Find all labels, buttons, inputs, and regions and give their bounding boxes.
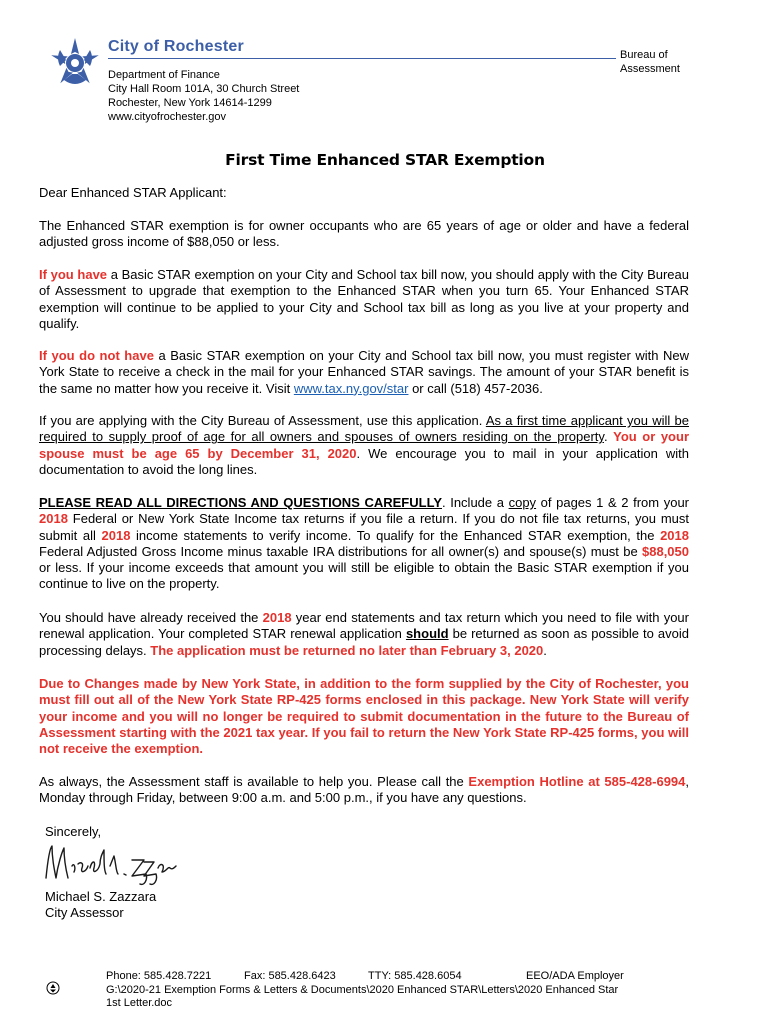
paragraph-text: a Basic STAR exemption on your City and School tax bill now, you should apply with the City Bureau of Assessment to upgrade that exemption to the Enhanced STAR when you turn 65. Your Enhanced STAR exemption will continue to be applied to your City and School tax bill as long as you live at your property and qualify. [39,267,689,331]
paragraph-text: If you are applying with the City Bureau of Assessment, use this application. [39,413,486,428]
paragraph-text: a Basic STAR exemption on your City and School tax bill now, you must register with New York State to receive a check in the mail for your Enhanced STAR savings. The amount of your STAR benefit is the same no matter how you receive it. Visit [39,348,690,396]
paragraph-text: income statements to verify income. To qualify for the Enhanced STAR exemption, the [130,527,661,543]
signer-name: Michael S. Zazzara [45,889,157,904]
paragraph-hotline [39,774,689,807]
signer-title: City Assessor [45,905,124,920]
paragraph-directions [39,495,689,593]
footer-contact-row [106,970,624,984]
paragraph-text: Federal Adjusted Gross Income minus taxable IRA distributions for all owner(s) and spouse(s) must be [39,543,642,559]
paragraph-text: As always, the Assessment staff is available to help you. Please call the [39,774,469,789]
emphasis-if-you-have: If you have [39,267,108,282]
paragraph-text: . [603,429,614,445]
footer-fax: Fax: 585.428.6423 [244,970,336,982]
year-highlight: 2018 [39,511,68,527]
paragraph-text: year end statements and tax return which you need to file with your renewal application. Your completed STAR renewal application [39,610,689,642]
paragraph-rp425-notice: Due to Changes made by New York State, in addition to the form supplied by the City of Rochester, you must fill out all of the New York State RP-425 forms enclosed in this package. New York State will verify your income and you will no longer be required to submit documentation in the future to the Bureau of Assessment starting with the 2021 tax year. If you fail to return the New York State RP-425 forms, you will not receive the exemption. [39,676,689,757]
age-deadline: You or your spouse must be age 65 by December 31, 2020 [39,429,690,461]
dept-line: Department of Finance [108,69,220,81]
footer-phone: Phone: 585.428.7221 [106,970,212,982]
dept-line: Rochester, New York 14614-1299 [108,97,272,109]
paragraph-if-you-have [39,267,689,332]
income-limit: $88,050 [642,543,689,559]
handwritten-signature [40,838,180,888]
paragraph-if-you-do-not-have [39,348,689,397]
bureau-line-1: Bureau of [620,49,668,61]
bureau-line-2: Assessment [620,63,680,75]
year-highlight: 2018 [101,527,131,543]
return-deadline: The application must be returned no later than February 3, 2020 [150,642,544,658]
footer-tty: TTY: 585.428.6054 [368,970,462,982]
department-address [108,68,299,124]
year-highlight: 2018 [660,527,689,543]
salutation: Dear Enhanced STAR Applicant: [39,185,227,200]
paragraph-applying [39,413,689,478]
copy-emphasis: copy [508,495,537,510]
paragraph-text: of pages 1 & 2 from your [536,495,689,510]
closing-sincerely: Sincerely, [45,824,102,839]
paragraph-text: . [543,642,547,658]
directions-heading: PLEASE READ ALL DIRECTIONS AND QUESTIONS CAREFULLY [39,495,442,510]
paragraph-text: or call (518) 457-2036. [408,380,543,396]
header-divider [108,58,616,59]
paragraph-text: You should have already received the [39,610,263,625]
exemption-hotline: Exemption Hotline at 585-428-6994 [468,774,686,789]
city-name: City of Rochester [108,38,244,55]
paragraph-text: , Monday through Friday, between 9:00 a.m. and 5:00 p.m., if you have any questions. [39,774,690,806]
footer [106,970,624,1011]
recycle-icon [46,981,60,995]
paragraph-text: or less. If your income exceeds that amount you will still be eligible to obtain the Basic STAR exemption if you continue to live on the property. [39,560,689,592]
tax-website-link[interactable]: www.tax.ny.gov/star [293,380,409,396]
paragraph-intro: The Enhanced STAR exemption is for owner occupants who are 65 years of age or older and have a federal adjusted gross income of $88,050 or less. [39,218,689,250]
city-logo-icon [48,36,102,90]
footer-eeo: EEO/ADA Employer [526,970,624,982]
bureau-name [620,48,680,76]
year-highlight: 2018 [262,610,292,625]
dept-line: City Hall Room 101A, 30 Church Street [108,83,300,95]
footer-file-name: 1st Letter.doc [106,997,173,1009]
dept-website: www.cityofrochester.gov [108,111,226,123]
proof-of-age-requirement: As a first time applicant you will be required to supply proof of age for all owners and spouses of owners residing on the property [39,413,689,445]
paragraph-text: be returned as soon as possible to avoid processing delays. [39,626,689,658]
paragraph-text: . Include a [442,495,509,510]
page-title: First Time Enhanced STAR Exemption [225,151,545,169]
paragraph-text: Federal or New York State Income tax returns if you file a return. If you do not file tax returns, you must submit all [39,511,689,543]
emphasis-if-you-do-not-have: If you do not have [39,348,154,363]
should-emphasis: should [405,626,449,642]
footer-file-path: G:\2020-21 Exemption Forms & Letters & Documents\2020 Enhanced STAR\Letters\2020 Enhanced Star [106,983,619,996]
paragraph-statements [39,610,689,659]
paragraph-text: . We encourage you to mail in your application with documentation to avoid the long lines. [39,445,689,477]
